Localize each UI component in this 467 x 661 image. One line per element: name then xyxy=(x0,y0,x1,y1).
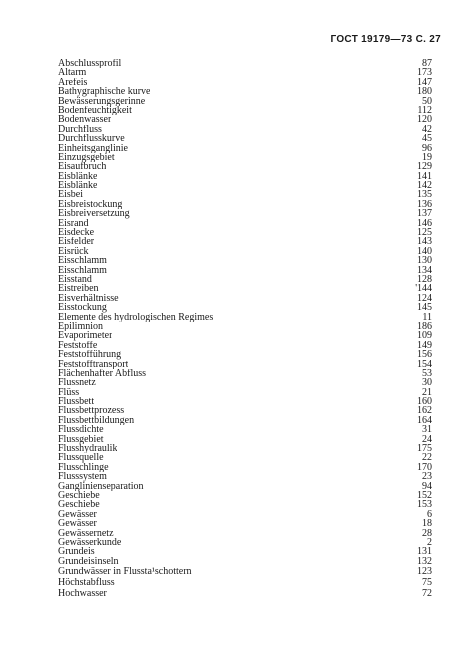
index-term: Bodenwasser xyxy=(58,115,112,125)
index-term: Grundeis xyxy=(58,547,95,557)
index-page-number: 22 xyxy=(422,452,432,464)
index-page-number: 28 xyxy=(422,527,432,539)
index-page-number: 42 xyxy=(422,123,432,135)
index-entry xyxy=(58,444,432,453)
index-term: Flusschlinge xyxy=(58,462,109,473)
index-page-number: 180 xyxy=(417,86,432,98)
index-list xyxy=(58,59,432,599)
index-term: Durchflusskurve xyxy=(58,134,125,144)
index-term: Eisbreistockung xyxy=(58,199,123,210)
index-term: Eisblänke xyxy=(58,171,98,182)
index-entry xyxy=(58,59,432,68)
index-entry xyxy=(58,115,432,124)
index-term: Eisstockung xyxy=(58,303,107,313)
index-entry xyxy=(58,106,432,115)
index-term: Flussbettbildungen xyxy=(58,415,135,426)
index-entry xyxy=(58,275,432,284)
index-page-number: 134 xyxy=(417,264,432,276)
index-page-number: 164 xyxy=(417,414,432,426)
index-page-number: 143 xyxy=(417,236,432,248)
index-term: Eisrück xyxy=(58,246,89,257)
index-page-number: 152 xyxy=(417,489,432,501)
index-term: Durchfluss xyxy=(58,124,102,135)
index-entry xyxy=(58,472,432,481)
index-term: Grundeisinseln xyxy=(58,556,119,567)
index-page-number: 18 xyxy=(422,518,432,530)
index-page-number: 23 xyxy=(422,471,432,483)
index-term: Eisaufbruch xyxy=(58,162,107,172)
index-page-number: 6 xyxy=(427,508,432,520)
index-entry xyxy=(58,256,432,265)
index-page-number: 135 xyxy=(417,189,432,201)
index-entry xyxy=(58,463,432,472)
index-term: Eistreiben xyxy=(58,284,99,294)
index-entry xyxy=(58,134,432,143)
index-entry xyxy=(58,341,432,350)
index-entry xyxy=(58,510,432,519)
index-page-number: 156 xyxy=(417,349,432,361)
index-page-number: 137 xyxy=(417,208,432,220)
index-page-number: 131 xyxy=(417,546,432,558)
index-entry xyxy=(58,435,432,444)
index-entry xyxy=(58,350,432,359)
index-page-number: 136 xyxy=(417,198,432,210)
index-page-number: 162 xyxy=(417,405,432,417)
index-entry xyxy=(58,577,432,588)
index-entry xyxy=(58,78,432,87)
index-page-number: 112 xyxy=(417,104,432,116)
index-entry xyxy=(58,406,432,415)
index-page-number: 24 xyxy=(422,433,432,445)
index-entry xyxy=(58,228,432,237)
index-page-number: 154 xyxy=(417,358,432,370)
index-page-number: 145 xyxy=(417,302,432,314)
index-entry xyxy=(58,219,432,228)
page-header: ГОСТ 19179—73 С. 27 xyxy=(330,34,441,45)
index-page-number: 120 xyxy=(417,114,432,126)
index-term: Flusssystem xyxy=(58,472,107,482)
index-page-number: 109 xyxy=(417,330,432,342)
index-entry xyxy=(58,425,432,434)
index-entry xyxy=(58,97,432,106)
index-entry xyxy=(58,294,432,303)
index-page-number: 94 xyxy=(422,480,432,492)
index-entry xyxy=(58,237,432,246)
index-term: Eisrand xyxy=(58,218,89,229)
index-entry xyxy=(58,68,432,77)
index-term: Flusshydraulik xyxy=(58,444,118,454)
index-entry xyxy=(58,369,432,378)
index-term: Bathygraphische kurve xyxy=(58,87,151,97)
index-page-number: 173 xyxy=(417,67,432,79)
index-term: Einheitsganglinie xyxy=(58,143,128,153)
index-entry xyxy=(58,331,432,340)
index-entry xyxy=(58,588,432,599)
index-page-number: 45 xyxy=(422,133,432,145)
index-entry xyxy=(58,322,432,331)
index-page-number: 75 xyxy=(422,577,432,589)
index-term: Feststoffe xyxy=(58,340,98,351)
index-term: Bewässerungsgerinne xyxy=(58,96,146,106)
index-term: Flächenhafter Abfluss xyxy=(58,368,147,379)
index-term: Flussgebiet xyxy=(58,434,104,445)
index-term: Grundwässer in Flussta¹schottern xyxy=(58,566,192,578)
index-page-number: 125 xyxy=(417,227,432,239)
index-page-number: '144 xyxy=(415,283,432,295)
index-page-number: 50 xyxy=(422,95,432,107)
index-term: Höchstabfluss xyxy=(58,577,115,589)
index-term: Evaporimeter xyxy=(58,331,113,341)
index-page-number: 153 xyxy=(417,499,432,511)
index-term: Eisdecke xyxy=(58,228,95,238)
index-entry xyxy=(58,190,432,199)
index-page-number: 11 xyxy=(422,311,432,323)
index-entry xyxy=(58,360,432,369)
index-term: Bodenfeuchtigkeit xyxy=(58,105,132,116)
index-entry xyxy=(58,397,432,406)
index-entry xyxy=(58,557,432,566)
index-entry xyxy=(58,538,432,547)
index-term: Eisschlamm xyxy=(58,265,107,275)
index-entry xyxy=(58,87,432,96)
index-entry xyxy=(58,519,432,528)
index-page-number: 123 xyxy=(417,566,432,578)
index-term: Flussdichte xyxy=(58,425,104,435)
index-term: Flussnetz xyxy=(58,378,96,388)
index-term: Eisfelder xyxy=(58,237,95,247)
index-term: Epilimnion xyxy=(58,321,103,332)
index-term: Altarm xyxy=(58,68,87,78)
index-term: Gewässernetz xyxy=(58,528,114,538)
index-term: Flussquelle xyxy=(58,453,104,463)
index-term: Gewässerkunde xyxy=(58,537,122,548)
index-term: Feststofführung xyxy=(58,350,122,360)
index-entry xyxy=(58,491,432,500)
index-term: Eisverhältnisse xyxy=(58,293,119,304)
index-entry xyxy=(58,313,432,322)
index-page-number: 128 xyxy=(417,273,432,285)
index-entry xyxy=(58,453,432,462)
index-page-number: 72 xyxy=(422,588,432,600)
index-entry xyxy=(58,125,432,134)
index-entry xyxy=(58,162,432,171)
index-term: Feststofftransport xyxy=(58,359,129,369)
index-term: Eisbreiversetzung xyxy=(58,209,130,219)
index-term: Einzugsgebiet xyxy=(58,152,115,163)
index-page-number: 160 xyxy=(417,396,432,408)
index-page-number: 130 xyxy=(417,255,432,267)
index-term: Flüss xyxy=(58,387,80,398)
index-term: Geschiebe xyxy=(58,500,100,510)
index-page-number: 141 xyxy=(417,170,432,182)
index-entry xyxy=(58,181,432,190)
index-page-number: 149 xyxy=(417,339,432,351)
index-page-number: 147 xyxy=(417,76,432,88)
index-term: Elemente des hydrologischen Regimes xyxy=(58,312,214,322)
index-page-number: 124 xyxy=(417,292,432,304)
index-page-number: 31 xyxy=(422,424,432,436)
index-page-number: 170 xyxy=(417,461,432,473)
index-entry xyxy=(58,388,432,397)
index-page-number: 129 xyxy=(417,161,432,173)
index-page-number: 132 xyxy=(417,555,432,567)
index-page-number: 53 xyxy=(422,367,432,379)
index-entry xyxy=(58,200,432,209)
index-entry xyxy=(58,416,432,425)
index-entry xyxy=(58,144,432,153)
index-entry xyxy=(58,529,432,538)
index-page-number: 96 xyxy=(422,142,432,154)
index-term: Flussbettprozess xyxy=(58,406,125,416)
index-entry xyxy=(58,153,432,162)
index-term: Flussbett xyxy=(58,397,95,407)
index-term: Hochwasser xyxy=(58,588,107,600)
index-entry xyxy=(58,378,432,387)
index-entry xyxy=(58,247,432,256)
index-entry xyxy=(58,266,432,275)
index-term: Arefeis xyxy=(58,77,88,88)
index-page-number: 186 xyxy=(417,320,432,332)
index-entry xyxy=(58,547,432,556)
index-page-number: 30 xyxy=(422,377,432,389)
index-entry xyxy=(58,303,432,312)
index-page-number: 142 xyxy=(417,180,432,192)
index-term: Eisbei xyxy=(58,190,83,200)
index-entry xyxy=(58,566,432,577)
index-term: Gewässer xyxy=(58,519,97,529)
index-term: Ganglinienseparation xyxy=(58,481,144,491)
index-term: Eisschlamm xyxy=(58,256,107,266)
index-page-number: 87 xyxy=(422,58,432,69)
index-entry xyxy=(58,482,432,491)
index-term: Geschiebe xyxy=(58,490,100,501)
index-entry xyxy=(58,172,432,181)
index-term: Eisblänke xyxy=(58,181,98,191)
index-page-number: 19 xyxy=(422,151,432,163)
index-page-number: 21 xyxy=(422,386,432,398)
index-entry xyxy=(58,500,432,509)
index-term: Abschlussprofil xyxy=(58,59,122,69)
index-term: Gewässer xyxy=(58,509,97,520)
index-page-number: 2 xyxy=(427,536,432,548)
index-page-number: 140 xyxy=(417,245,432,257)
index-term: Eisstand xyxy=(58,274,92,285)
index-entry xyxy=(58,209,432,218)
index-page-number: 146 xyxy=(417,217,432,229)
index-entry xyxy=(58,284,432,293)
index-page-number: 175 xyxy=(417,443,432,455)
